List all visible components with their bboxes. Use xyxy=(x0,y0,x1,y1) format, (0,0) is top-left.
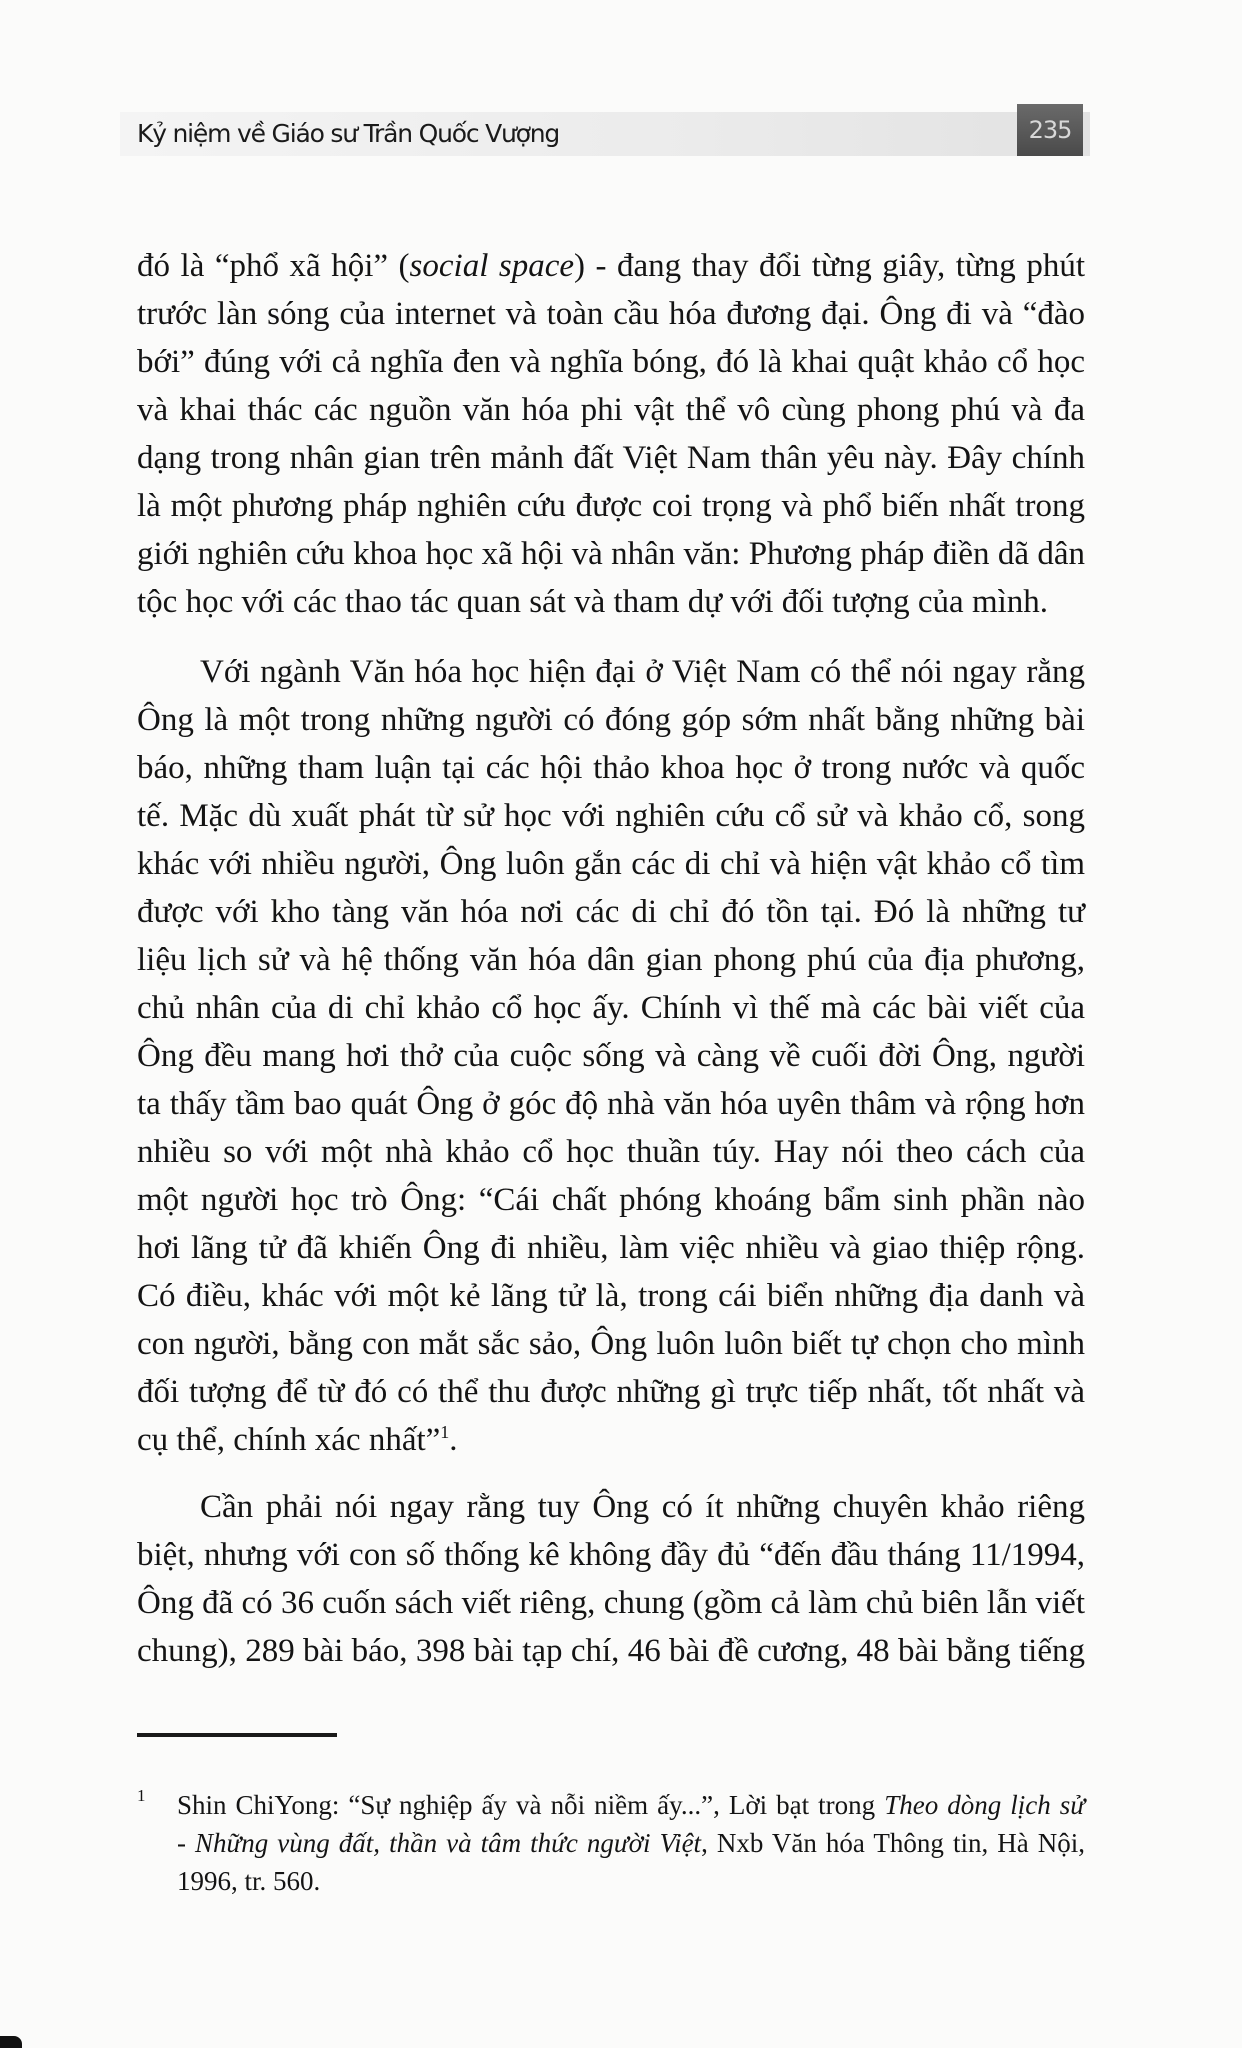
text-line: Ông đều mang hơi thở của cuộc sống và càng về cuối đời Ông, người xyxy=(137,1038,1085,1074)
text-line: được với kho tàng văn hóa nơi các di chỉ đó tồn tại. Đó là những tư xyxy=(137,894,1085,930)
text-line: cụ thể, chính xác nhất”$^1$. xyxy=(137,1422,458,1458)
paragraph-2 xyxy=(137,648,1085,1464)
text-line: chung), 289 bài báo, 398 bài tạp chí, 46 bài đề cương, 48 bài bằng tiếng xyxy=(137,1633,1085,1669)
text-line: liệu lịch sử và hệ thống văn hóa dân gian phong phú của địa phương, xyxy=(137,942,1085,978)
text-line: và khai thác các nguồn văn hóa phi vật thể vô cùng phong phú và đa xyxy=(137,392,1085,428)
text-line: con người, bằng con mắt sắc sảo, Ông luôn luôn biết tự chọn cho mình xyxy=(137,1326,1085,1362)
text-line: Có điều, khác với một kẻ lãng tử là, trong cái biển những địa danh và xyxy=(137,1278,1085,1314)
text-line: đó là “phổ xã hội” (social space) - đang thay đổi từng giây, từng phút xyxy=(137,248,1085,284)
text-line: Cần phải nói ngay rằng tuy Ông có ít những chuyên khảo riêng xyxy=(200,1489,1085,1525)
page-number: 235 xyxy=(1017,104,1083,156)
text-line: ta thấy tầm bao quát Ông ở góc độ nhà văn hóa uyên thâm và rộng hơn xyxy=(137,1086,1085,1122)
footnote-line: 1996, tr. 560. xyxy=(177,1866,321,1896)
text-line: dạng trong nhân gian trên mảnh đất Việt Nam thân yêu này. Đây chính xyxy=(137,440,1085,476)
footnote-marker: 1 xyxy=(137,1786,146,1805)
running-title: Kỷ niệm về Giáo sư Trần Quốc Vượng xyxy=(137,119,560,148)
footnote-line: - Những vùng đất, thần và tâm thức người Việt, Nxb Văn hóa Thông tin, Hà Nội, xyxy=(177,1828,1085,1858)
text-line: khác với nhiều người, Ông luôn gắn các di chỉ và hiện vật khảo cổ tìm xyxy=(137,846,1085,882)
text-line: bới” đúng với cả nghĩa đen và nghĩa bóng, đó là khai quật khảo cổ học xyxy=(137,344,1085,380)
scan-edge-mark xyxy=(0,2036,22,2048)
text-line: Với ngành Văn hóa học hiện đại ở Việt Nam có thể nói ngay rằng xyxy=(200,654,1085,690)
footnote-separator xyxy=(137,1733,337,1737)
text-line: là một phương pháp nghiên cứu được coi trọng và phổ biến nhất trong xyxy=(137,488,1085,524)
footnote-line: Shin ChiYong: “Sự nghiệp ấy và nỗi niềm ấy...”, Lời bạt trong Theo dòng lịch sử xyxy=(177,1790,1085,1820)
text-line: nhiều so với một nhà khảo cổ học thuần túy. Hay nói theo cách của xyxy=(137,1134,1085,1170)
paragraph-3 xyxy=(137,1483,1085,1675)
text-line: Ông đã có 36 cuốn sách viết riêng, chung (gồm cả làm chủ biên lẫn viết xyxy=(137,1585,1085,1621)
text-line: đối tượng để từ đó có thể thu được những gì trực tiếp nhất, tốt nhất và xyxy=(137,1374,1085,1410)
text-line: một người học trò Ông: “Cái chất phóng khoáng bẩm sinh phần nào xyxy=(137,1182,1085,1218)
footnote-reference[interactable]: 1 xyxy=(440,1422,450,1442)
text-line: giới nghiên cứu khoa học xã hội và nhân văn: Phương pháp điền dã dân xyxy=(137,536,1085,572)
text-line: tế. Mặc dù xuất phát từ sử học với nghiên cứu cổ sử và khảo cổ, song xyxy=(137,798,1085,834)
text-line: tộc học với các thao tác quan sát và tham dự với đối tượng của mình. xyxy=(137,584,1049,620)
text-line: hơi lãng tử đã khiến Ông đi nhiều, làm việc nhiều và giao thiệp rộng. xyxy=(137,1230,1085,1266)
paragraph-1 xyxy=(137,242,1085,626)
text-line: biệt, nhưng với con số thống kê không đầy đủ “đến đầu tháng 11/1994, xyxy=(137,1537,1085,1573)
text-line: Ông là một trong những người có đóng góp sớm nhất bằng những bài xyxy=(137,702,1085,738)
text-line: chủ nhân của di chỉ khảo cổ học ấy. Chính vì thế mà các bài viết của xyxy=(137,990,1085,1026)
text-line: báo, những tham luận tại các hội thảo khoa học ở trong nước và quốc xyxy=(137,750,1085,786)
text-line: trước làn sóng của internet và toàn cầu hóa đương đại. Ông đi và “đào xyxy=(137,296,1085,332)
